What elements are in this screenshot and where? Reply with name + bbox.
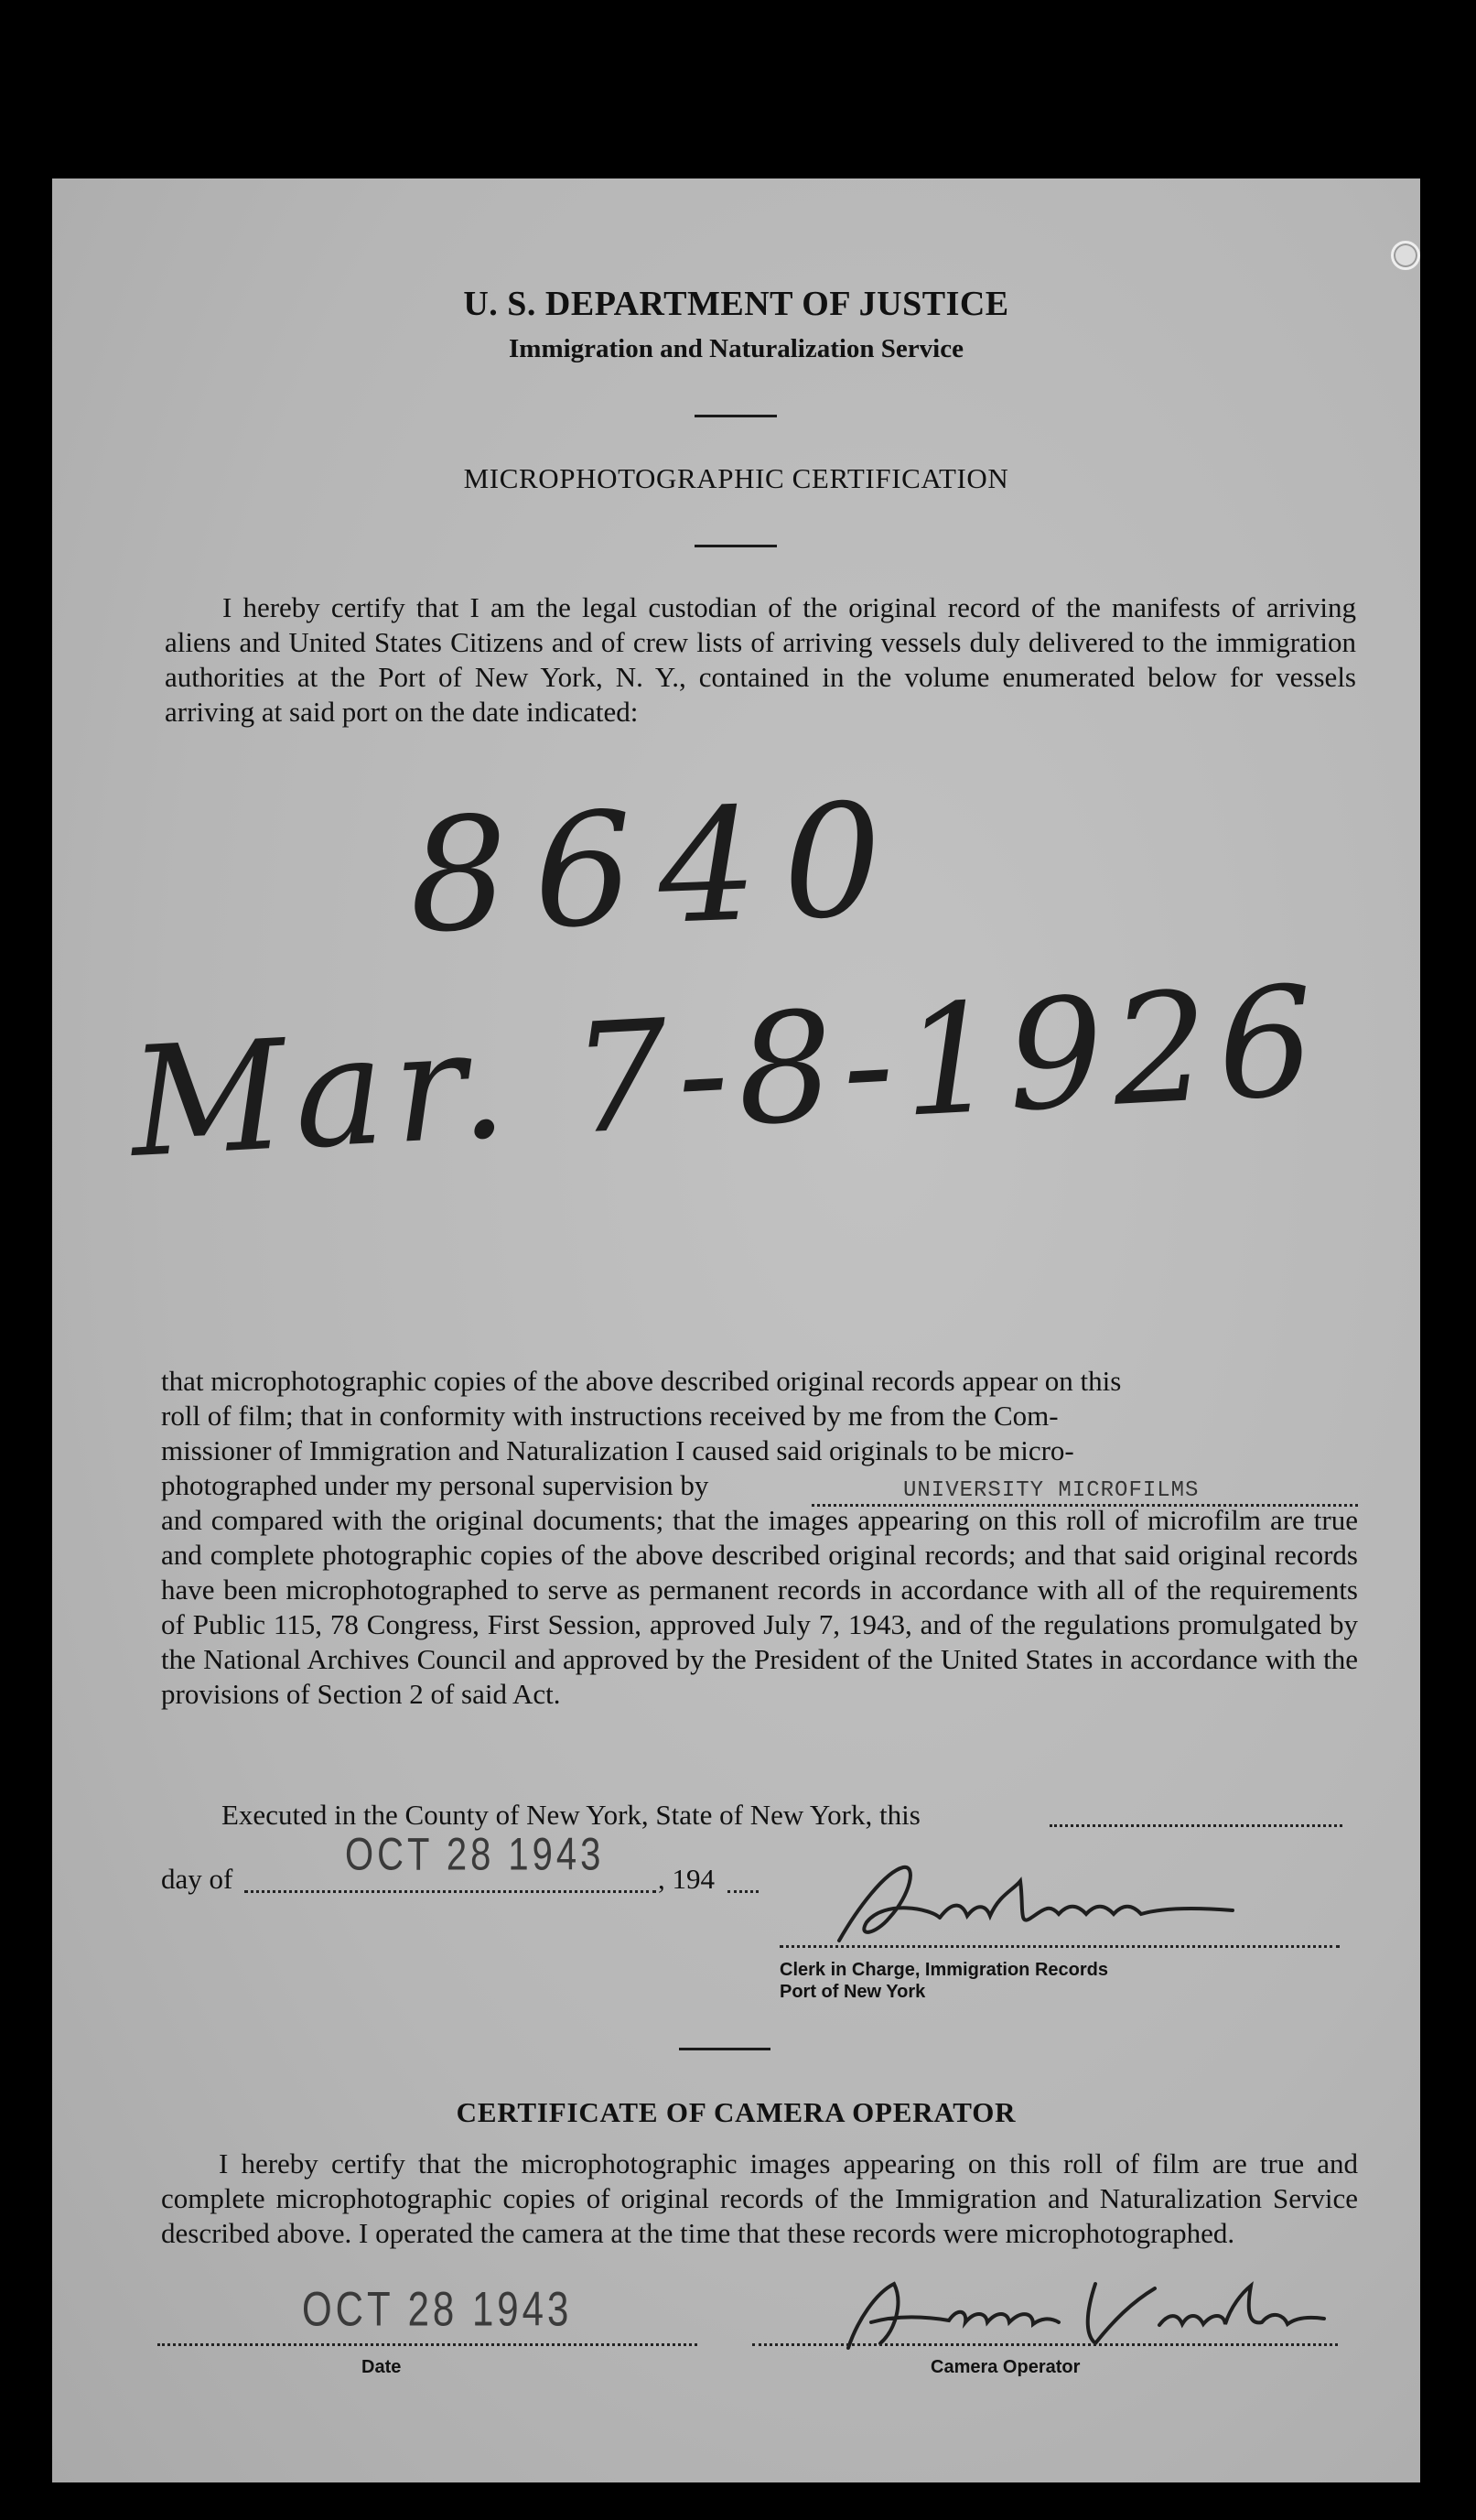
divider-middle bbox=[695, 545, 777, 547]
day-dotted-line bbox=[244, 1890, 656, 1893]
clerk-title-line-1: Clerk in Charge, Immigration Records bbox=[780, 1960, 1108, 1980]
camera-operator-signature bbox=[793, 2266, 1342, 2366]
divider-top bbox=[695, 415, 777, 417]
execution-dotted-line bbox=[1050, 1824, 1342, 1827]
day-of-label: day of bbox=[161, 1863, 233, 1895]
supervision-prefix: photographed under my personal supervision by bbox=[161, 1469, 709, 1501]
certificate-page bbox=[52, 178, 1420, 2482]
body-line-2: roll of film; that in conformity with instructions received by me from the Com- bbox=[161, 1400, 1059, 1432]
clerk-signature bbox=[803, 1854, 1315, 1954]
camera-operator-title: CERTIFICATE OF CAMERA OPERATOR bbox=[456, 2096, 1017, 2128]
execution-text: Executed in the County of New York, State of New York, this bbox=[221, 1799, 921, 1831]
handwritten-dates: Mar. 7-8-1926 bbox=[125, 952, 1328, 1192]
camera-operator-paragraph: I hereby certify that the microphotographic images appearing on this roll of film are true and complete microphotographic copies of original records of the Immigration and Naturalization Service described above. I operated the camera at the time that these records were microphotographed. bbox=[161, 2147, 1358, 2249]
camera-operator-label: Camera Operator bbox=[931, 2357, 1081, 2377]
divider-bottom bbox=[679, 2048, 770, 2050]
year-dotted-line bbox=[727, 1890, 759, 1893]
department-heading: U. S. DEPARTMENT OF JUSTICE bbox=[463, 285, 1009, 323]
camera-date-stamp: OCT 28 1943 bbox=[302, 2282, 573, 2336]
body-line-3: missioner of Immigration and Naturalization I caused said originals to be micro- bbox=[161, 1434, 1074, 1466]
punch-hole bbox=[1391, 241, 1420, 270]
handwritten-volume-number: 8640 bbox=[405, 769, 910, 968]
body-rest: and compared with the original documents; that the images appearing on this roll of microfilm are true and complete photographic copies of the above described original records; and that said original records have been microphotographed to serve as permanent records in accordance with all of the requirements of Public 115, 78 Congress, First Session, approved July 7, 1943, and of the regulations promulgated by the National Archives Council and approved by the President of the United States in accordance with the provisions of Section 2 of said Act. bbox=[161, 1504, 1358, 1710]
clerk-title-line-2: Port of New York bbox=[780, 1982, 926, 2002]
year-prefix: , 194 bbox=[658, 1863, 715, 1895]
service-subheading: Immigration and Naturalization Service bbox=[509, 334, 964, 363]
execution-date-stamp: OCT 28 1943 bbox=[345, 1829, 605, 1880]
clerk-signature-line bbox=[780, 1945, 1340, 1948]
body-line-1: that microphotographic copies of the above described original records appear on this bbox=[161, 1365, 1122, 1397]
supervisor-stamp: UNIVERSITY MICROFILMS bbox=[903, 1478, 1200, 1503]
date-label: Date bbox=[361, 2357, 402, 2377]
camera-date-line bbox=[157, 2343, 697, 2346]
camera-operator-line bbox=[752, 2343, 1338, 2346]
intro-paragraph: I hereby certify that I am the legal custodian of the original record of the manifests of arriving aliens and United States Citizens and of crew lists of arriving vessels duly delivered to the immigration authorities at the Port of New York, N. Y., contained in the volume enumerated below for vessels arriving at said port on the date indicated: bbox=[165, 591, 1356, 728]
clerk-title bbox=[780, 1959, 1108, 2003]
body-paragraph bbox=[161, 1364, 1358, 1712]
certification-title: MICROPHOTOGRAPHIC CERTIFICATION bbox=[463, 462, 1009, 494]
supervisor-dotted-line bbox=[812, 1504, 1358, 1507]
